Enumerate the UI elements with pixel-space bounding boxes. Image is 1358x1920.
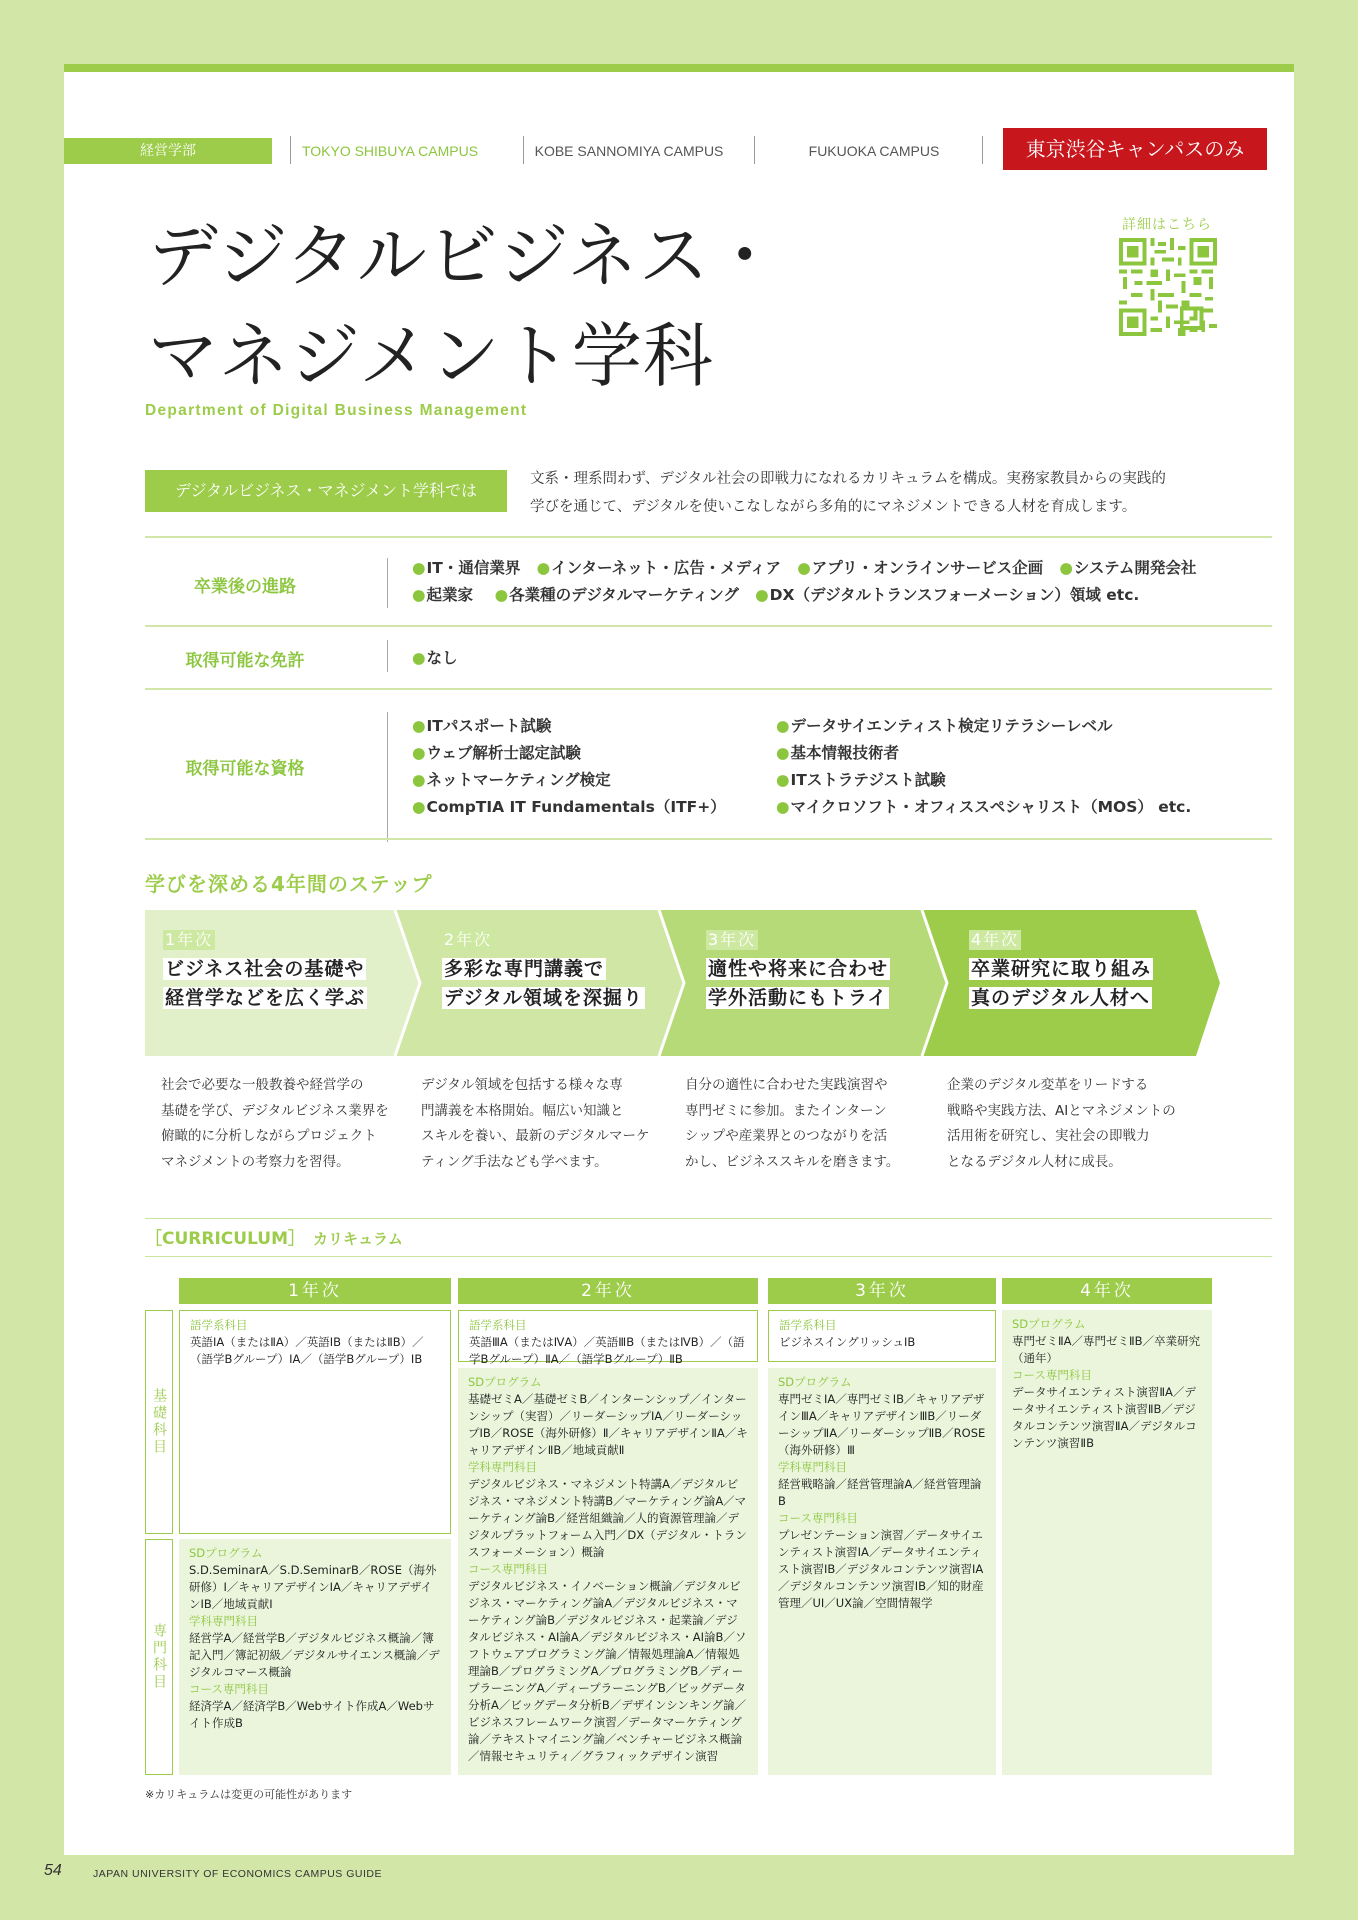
divider xyxy=(145,625,1272,627)
year-header: 4年次 xyxy=(1002,1278,1212,1304)
steps-title: 学びを深める4年間のステップ xyxy=(145,872,433,896)
curriculum-title: ［CURRICULUM］ カリキュラム xyxy=(145,1229,403,1249)
intro-text-line: 文系・理系問わず、デジタル社会の即戦力になれるカリキュラムを構成。実務家教員からの実践的 xyxy=(530,471,1166,487)
step-3-desc: 自分の適性に合わせた実践演習や 専門ゼミに参加。またインターン シップや産業界とのつながりを活 かし、ビジネススキルを磨きます。 xyxy=(685,1077,900,1170)
divider xyxy=(145,1256,1272,1257)
intro-text-line: 学びを通じて、デジタルを使いこなしながら多角的にマネジメントできる人材を育成します。 xyxy=(530,499,1137,515)
page xyxy=(64,64,1294,1855)
career-item: ● IT・通信業界 xyxy=(412,559,520,577)
step-heading: 適性や将来に合わせ 学外活動にもトライ xyxy=(708,958,889,1009)
qualification-item: ● ITパスポート試験 xyxy=(412,714,551,736)
title-english: Department of Digital Business Management xyxy=(145,402,528,419)
campus-tokyo: TOKYO SHIBUYA CAMPUS xyxy=(301,143,479,159)
step-year: 4年次 xyxy=(971,930,1020,949)
career-item: ● システム開発会社 xyxy=(1059,559,1196,577)
qualification-item: ● 基本情報技術者 xyxy=(776,741,899,763)
qualification-item: ● CompTIA IT Fundamentals（ITF+） xyxy=(412,795,726,817)
y1-basic-cell: 語学系科目 英語ⅠA（またはⅡA）／英語ⅠB（またはⅡB）／（語学Bグループ）ⅠA／（語学Bグループ）ⅠB xyxy=(179,1310,451,1534)
divider xyxy=(145,688,1272,690)
page-title xyxy=(148,206,781,406)
qualification-item: ● データサイエンティスト検定リテラシーレベル xyxy=(776,714,1112,736)
divider xyxy=(387,558,388,608)
license-label: 取得可能な免許 xyxy=(185,651,305,671)
y3-basic-cell: 語学系科目 ビジネスイングリッシュⅠB xyxy=(768,1310,996,1362)
career-item: ● DX（デジタルトランスフォーメーション）領域 etc. xyxy=(755,586,1139,604)
title-line-1: デジタルビジネス・ xyxy=(148,215,781,297)
intro-label: デジタルビジネス・マネジメント学科では xyxy=(145,470,507,512)
divider xyxy=(982,136,983,164)
career-line-1 xyxy=(412,556,1196,578)
step-2 xyxy=(442,930,645,1013)
campus-kobe: KOBE SANNOMIYA CAMPUS xyxy=(534,143,724,159)
year-header: 2年次 xyxy=(458,1278,758,1304)
career-label: 卒業後の進路 xyxy=(194,577,296,597)
title-line-2: マネジメント学科 xyxy=(148,315,714,397)
campus-fukuoka: FUKUOKA CAMPUS xyxy=(808,143,940,159)
qualification-label: 取得可能な資格 xyxy=(185,759,305,779)
license-item: ● なし xyxy=(412,649,458,667)
step-heading: 卒業研究に取り組み 真のデジタル人材へ xyxy=(971,958,1152,1009)
y1-spec-cell: SDプログラム S.D.SeminarA／S.D.SeminarB／ROSE（海外研修）Ⅰ／キャリアデザインⅠA／キャリアデザインⅠB／地域貢献Ⅰ 学科専門科目 経営学A／経営学B／デジタルビジネス概論／簿記入門／簿記初級／デジタルサイエンス概論／デジタルコマース概論 コース専門科目 経済学A／経済学B／Webサイト作成A／Webサイト作成B xyxy=(179,1539,451,1775)
qr-code-icon[interactable] xyxy=(1119,238,1217,336)
y2-spec-cell: SDプログラム 基礎ゼミA／基礎ゼミB／インターンシップ／インターンシップ（実習）／リーダーシップⅠA／リーダーシップⅠB／ROSE（海外研修）Ⅱ／キャリアデザインⅡA／キャリアデザインⅡB／地域貢献Ⅱ 学科専門科目 デジタルビジネス・マネジメント特講A／デジタルビジネス・マネジメント特講B／マーケティング論A／マーケティング論B／経営組織論／人的資源管理論／デジタルプラットフォーム入門／DX（デジタル・トランスフォーメーション）概論 コース専門科目 デジタルビジネス・イノベーション概論／デジタルビジネス・マーケティング論A／デジタルビジネス・マーケティング論B／デジタルビジネス・起業論／デジタルビジネス・AI論A／デジタルビジネス・AI論B／ソフトウェアプログラミング論／情報処理論A／情報処理論B／プログラミングA／プログラミングB／ディープラーニングA／ディープラーニングB／ビッグデータ分析A／ビッグデータ分析B／デザインシンキング論／ビジネスフレームワーク演習／データマーケティング論／テキストマイニング論／ベンチャービジネス概論／情報セキュリティ／グラフィックデザイン演習 xyxy=(458,1368,758,1775)
footer-guide-title: JAPAN UNIVERSITY OF ECONOMICS CAMPUS GUIDE xyxy=(93,1868,382,1880)
step-year: 2年次 xyxy=(444,930,493,949)
qualification-item: ● ネットマーケティング検定 xyxy=(412,768,611,790)
career-item: ● アプリ・オンラインサービス企画 xyxy=(797,559,1043,577)
side-label-basic: 基礎科目 xyxy=(145,1310,173,1534)
intro-text xyxy=(530,465,1270,521)
year-header: 3年次 xyxy=(768,1278,996,1304)
qualification-item: ● ウェブ解析士認定試験 xyxy=(412,741,581,763)
y2-basic-cell: 語学系科目 英語ⅢA（またはⅣA）／英語ⅢB（またはⅣB）／（語学Bグループ）ⅡA／（語学Bグループ）ⅡB xyxy=(458,1310,758,1362)
year-header: 1年次 xyxy=(179,1278,451,1304)
step-4 xyxy=(969,930,1153,1013)
page-number: 54 xyxy=(44,1862,62,1879)
divider xyxy=(145,1218,1272,1219)
divider xyxy=(145,536,1272,538)
step-4-desc: 企業のデジタル変革をリードする 戦略や実践方法、AIとマネジメントの 活用術を研究し、実社会の即戦力 となるデジタル人材に成長。 xyxy=(947,1077,1176,1170)
curriculum-note: ※カリキュラムは変更の可能性があります xyxy=(145,1788,353,1801)
career-item: ● 起業家 xyxy=(412,586,473,604)
step-year: 1年次 xyxy=(165,930,214,949)
step-3 xyxy=(706,930,890,1013)
step-year: 3年次 xyxy=(708,930,757,949)
qualification-item: ● ITストラテジスト試験 xyxy=(776,768,946,790)
step-heading: ビジネス社会の基礎や 経営学などを広く学ぶ xyxy=(165,958,366,1009)
y3-spec-cell: SDプログラム 専門ゼミⅠA／専門ゼミⅠB／キャリアデザインⅢA／キャリアデザインⅢB／リーダーシップⅡA／リーダーシップⅡB／ROSE（海外研修）Ⅲ 学科専門科目 経営戦略論／経営管理論A／経営管理論B コース専門科目 プレゼンテーション演習／データサイエンティスト演習ⅠA／データサイエンティスト演習ⅠB／デジタルコンテンツ演習ⅠA／デジタルコンテンツ演習ⅠB／知的財産管理／UI／UX論／空間情報学 xyxy=(768,1368,996,1775)
divider xyxy=(387,712,388,842)
license-line xyxy=(412,646,458,668)
y4-cell: SDプログラム 専門ゼミⅡA／専門ゼミⅡB／卒業研究（通年） コース専門科目 データサイエンティスト演習ⅡA／データサイエンティスト演習ⅡB／デジタルコンテンツ演習ⅡA／デジタルコンテンツ演習ⅡB xyxy=(1002,1310,1212,1775)
career-line-2 xyxy=(412,583,1139,605)
career-item: ● インターネット・広告・メディア xyxy=(537,559,781,577)
divider xyxy=(387,640,388,672)
step-2-desc: デジタル領域を包括する様々な専 門講義を本格開始。幅広い知識と スキルを養い、最新のデジタルマーケ ティング手法なども学べます。 xyxy=(421,1077,650,1170)
step-1-desc: 社会で必要な一般教養や経営学の 基礎を学び、デジタルビジネス業界を 俯瞰的に分析しながらプロジェクト マネジメントの考察力を習得。 xyxy=(161,1077,389,1170)
career-item: ● 各業種のデジタルマーケティング xyxy=(495,586,739,604)
step-1 xyxy=(163,930,367,1013)
side-label-specialized: 専門科目 xyxy=(145,1539,173,1775)
tokyo-only-badge: 東京渋谷キャンパスのみ xyxy=(1003,128,1267,170)
qualification-item: ● マイクロソフト・オフィススペシャリスト（MOS） etc. xyxy=(776,795,1191,817)
divider xyxy=(145,838,1272,840)
qr-label: 詳細はこちら xyxy=(1122,217,1212,233)
dept-tag: 経営学部 xyxy=(64,138,272,164)
step-heading: 多彩な専門講義で デジタル領域を深掘り xyxy=(444,958,643,1009)
